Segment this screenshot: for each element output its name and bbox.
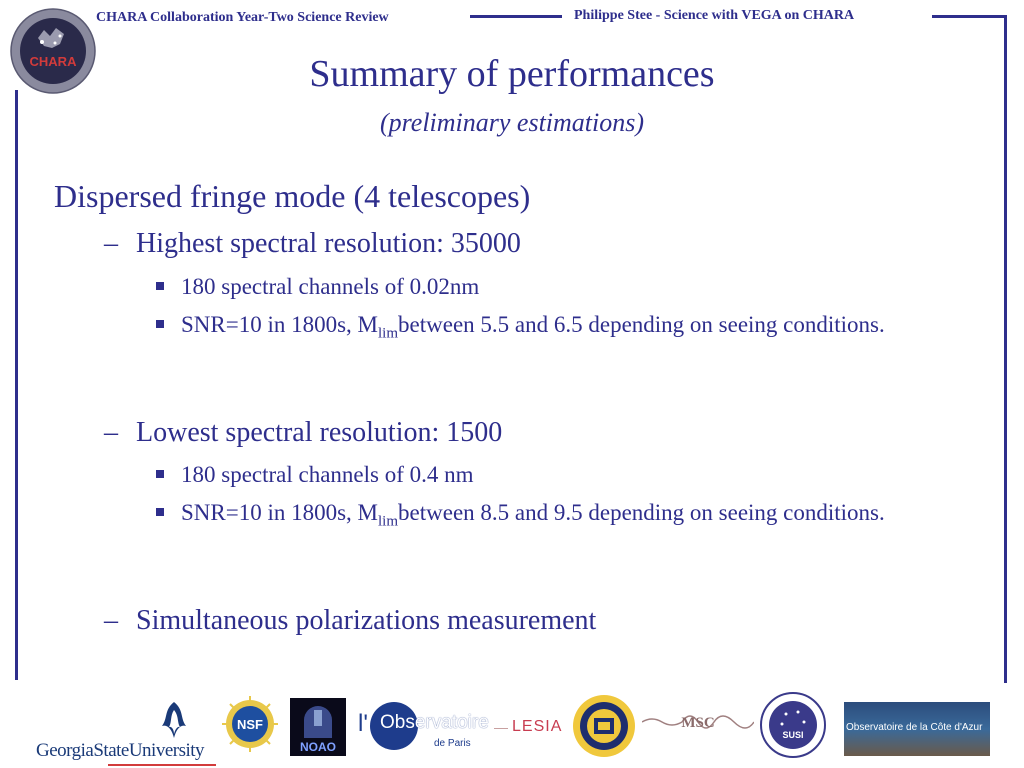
oca-text: Observatoire de la Côte d'Azur bbox=[846, 722, 983, 733]
university-michigan-seal bbox=[572, 694, 636, 758]
snr-suffix: between 5.5 and 6.5 depending on seeing conditions. bbox=[398, 312, 885, 337]
susi-text: SUSI bbox=[782, 730, 804, 740]
bullet-text: 180 spectral channels of 0.4 nm bbox=[181, 462, 474, 487]
nsf-logo bbox=[222, 696, 278, 752]
m-lim-subscript: lim bbox=[378, 325, 399, 342]
lesia-logo bbox=[494, 716, 566, 740]
section-label: Simultaneous polarizations measurement bbox=[136, 605, 597, 636]
snr-prefix: SNR=10 in 1800s, M bbox=[181, 500, 379, 525]
bullet-snr-low-res bbox=[158, 498, 938, 537]
gsu-flame-icon bbox=[154, 700, 194, 740]
msc-text: MSC bbox=[681, 715, 715, 731]
chara-logo-text: CHARA bbox=[29, 54, 77, 69]
section-polarizations bbox=[104, 605, 596, 637]
obs-l-text: l' bbox=[358, 710, 368, 737]
square-bullet-icon bbox=[156, 508, 164, 516]
slide-title: Summary of performances bbox=[309, 53, 715, 95]
section-lowest-resolution bbox=[104, 417, 502, 449]
square-bullet-icon bbox=[156, 320, 164, 328]
frame-top-right-line bbox=[932, 15, 1006, 18]
dash-marker: – bbox=[104, 417, 118, 448]
square-bullet-icon bbox=[156, 470, 164, 478]
snr-prefix: SNR=10 in 1800s, M bbox=[181, 312, 379, 337]
m-lim-subscript: lim bbox=[378, 513, 399, 530]
square-bullet-icon bbox=[156, 282, 164, 290]
nsf-text: NSF bbox=[237, 717, 263, 732]
dash-marker: – bbox=[104, 228, 118, 259]
noao-text: NOAO bbox=[300, 740, 336, 754]
obs-main-text: Observatoire bbox=[380, 712, 489, 733]
noao-logo bbox=[290, 698, 346, 756]
bullet-text: 180 spectral channels of 0.02nm bbox=[181, 274, 480, 299]
lesia-text: LESIA bbox=[512, 718, 563, 735]
bullet-text bbox=[158, 498, 938, 537]
dash-marker: – bbox=[104, 605, 118, 636]
observatoire-paris-logo bbox=[358, 698, 490, 754]
oca-logo bbox=[844, 702, 990, 756]
frame-left-line bbox=[15, 90, 18, 680]
bullet-channels-002 bbox=[158, 272, 938, 302]
msc-logo bbox=[642, 702, 754, 742]
susi-logo bbox=[760, 692, 826, 758]
bullet-text bbox=[158, 310, 938, 349]
gsu-underline bbox=[108, 764, 216, 766]
bullet-snr-high-res bbox=[158, 310, 938, 349]
header-right-title: Philippe Stee - Science with VEGA on CHARA bbox=[574, 8, 855, 23]
frame-top-left-line bbox=[470, 15, 562, 18]
obs-sub-text: de Paris bbox=[434, 738, 471, 749]
section-label: Lowest spectral resolution: 1500 bbox=[136, 417, 503, 448]
section-highest-resolution bbox=[104, 228, 521, 260]
snr-suffix: between 8.5 and 9.5 depending on seeing conditions. bbox=[398, 500, 885, 525]
section-label: Highest spectral resolution: 35000 bbox=[136, 228, 521, 259]
lesia-divider bbox=[494, 728, 508, 729]
header-left-title: CHARA Collaboration Year-Two Science Review bbox=[96, 10, 389, 25]
footer-logos bbox=[0, 690, 1024, 768]
gsu-logo bbox=[36, 700, 216, 766]
slide-subtitle: (preliminary estimations) bbox=[379, 108, 645, 137]
gsu-wordmark: GeorgiaStateUniversity bbox=[36, 740, 205, 761]
heading-dispersed-fringe: Dispersed fringe mode (4 telescopes) bbox=[54, 178, 531, 214]
bullet-channels-04 bbox=[158, 460, 938, 490]
